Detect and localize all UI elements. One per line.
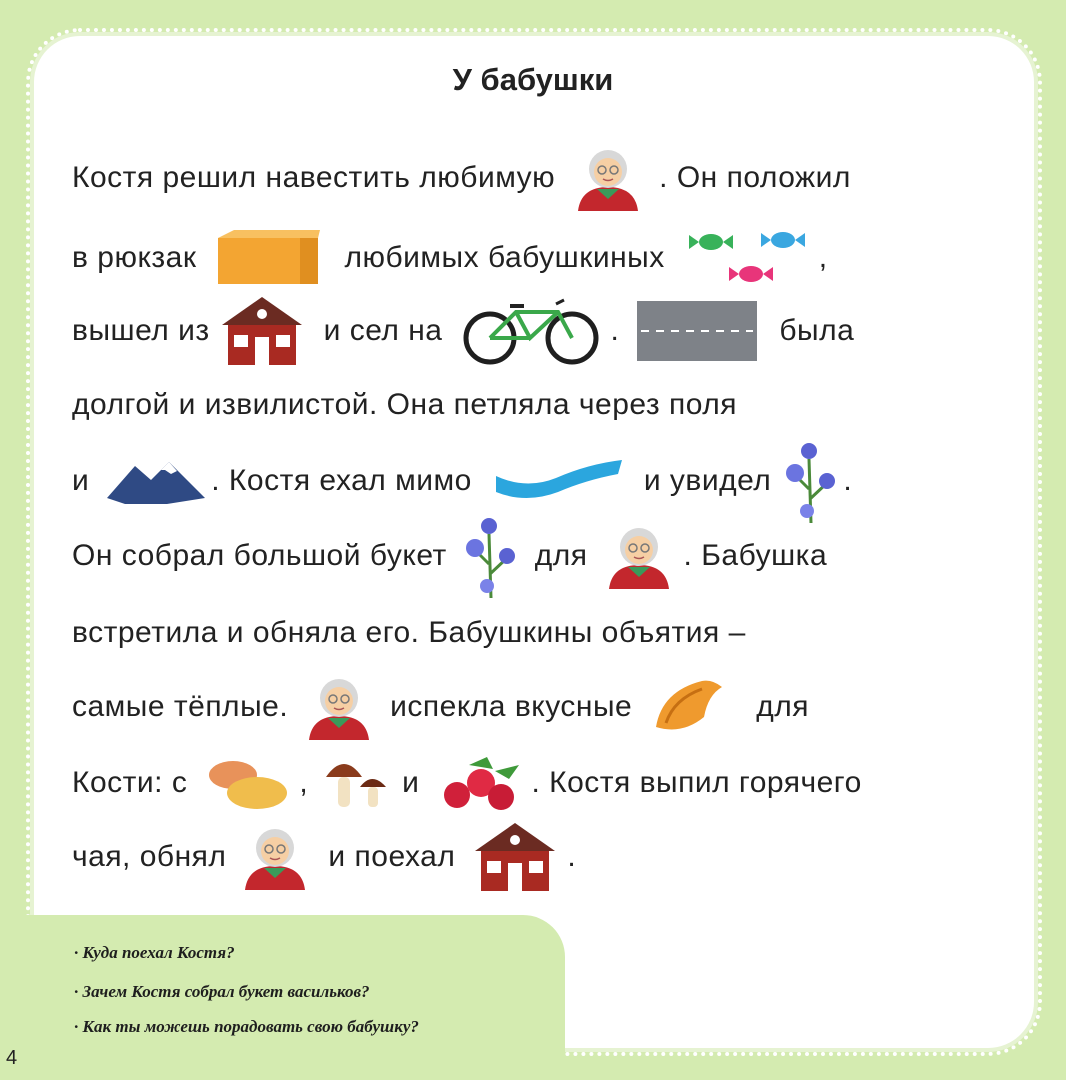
story-line-4 [72, 370, 737, 440]
page-number: 4 [6, 1047, 18, 1069]
story-text: для [756, 690, 809, 723]
story-text: . Он положил [659, 161, 851, 194]
story-text: чая, обнял [72, 840, 227, 873]
page-title: У бабушки [452, 62, 614, 97]
candies-icon [687, 226, 813, 290]
story-text: любимых бабушкиных [344, 241, 665, 274]
pie-icon [652, 677, 726, 737]
grandma-icon [573, 143, 643, 213]
river-icon [496, 456, 622, 506]
story-text: вышел из [72, 314, 210, 347]
story-line-9 [72, 748, 862, 818]
story-text: Он собрал большой букет [72, 539, 447, 572]
story-text: встретила и обняла его. Бабушкины объятия – [72, 616, 746, 649]
cornflower-icon [463, 514, 519, 598]
story-text: была [779, 314, 855, 347]
story-text: для [534, 539, 588, 572]
question-2: · Зачем Костя собрал букет васильков? [74, 982, 370, 1001]
story-text: . [843, 464, 853, 497]
story-line-7 [72, 598, 746, 668]
mushroom-icon [324, 755, 388, 811]
grandma-icon [240, 822, 310, 892]
story-text: и [402, 766, 420, 799]
potato-icon [205, 755, 291, 811]
road-icon [637, 301, 757, 361]
story-text: . [567, 840, 577, 873]
story-text: , [818, 241, 828, 274]
story-text: долгой и извилистой. Она петляла через поля [72, 388, 738, 421]
mountain-icon [107, 458, 207, 504]
story-text: Кости: с [72, 766, 188, 799]
story-text: испекла вкусные [390, 690, 633, 723]
cornflower-icon [783, 439, 839, 523]
story-text: и [72, 464, 90, 497]
story-line-8 [72, 672, 809, 742]
story-line-3 [72, 296, 854, 366]
story-text: в рюкзак [72, 241, 197, 274]
box-icon [216, 230, 320, 286]
story-line-2 [72, 223, 828, 293]
story-text: и увидел [643, 464, 772, 497]
grandma-icon [304, 672, 374, 742]
story-line-10 [72, 822, 576, 892]
grandma-icon [604, 521, 674, 591]
raspberry-icon [439, 755, 525, 811]
story-line-5 [72, 446, 852, 516]
story-text: Костя решил навестить любимую [72, 161, 556, 194]
bicycle-icon [458, 296, 604, 366]
story-text: . Костя выпил горячего [531, 766, 862, 799]
house-icon [220, 295, 304, 367]
story-text: . Бабушка [683, 539, 828, 572]
story-text: , [299, 766, 309, 799]
story-line-6 [72, 521, 827, 591]
story-text: и сел на [323, 314, 443, 347]
house-icon [473, 821, 557, 893]
story-text: и поехал [328, 840, 456, 873]
story-text: . Костя ехал мимо [211, 464, 472, 497]
story-text: . [610, 314, 620, 347]
question-3: · Как ты можешь порадовать свою бабушку? [74, 1017, 419, 1036]
question-1: · Куда поехал Костя? [74, 943, 235, 962]
story-text: самые тёплые. [72, 690, 289, 723]
story-line-1 [72, 143, 851, 213]
